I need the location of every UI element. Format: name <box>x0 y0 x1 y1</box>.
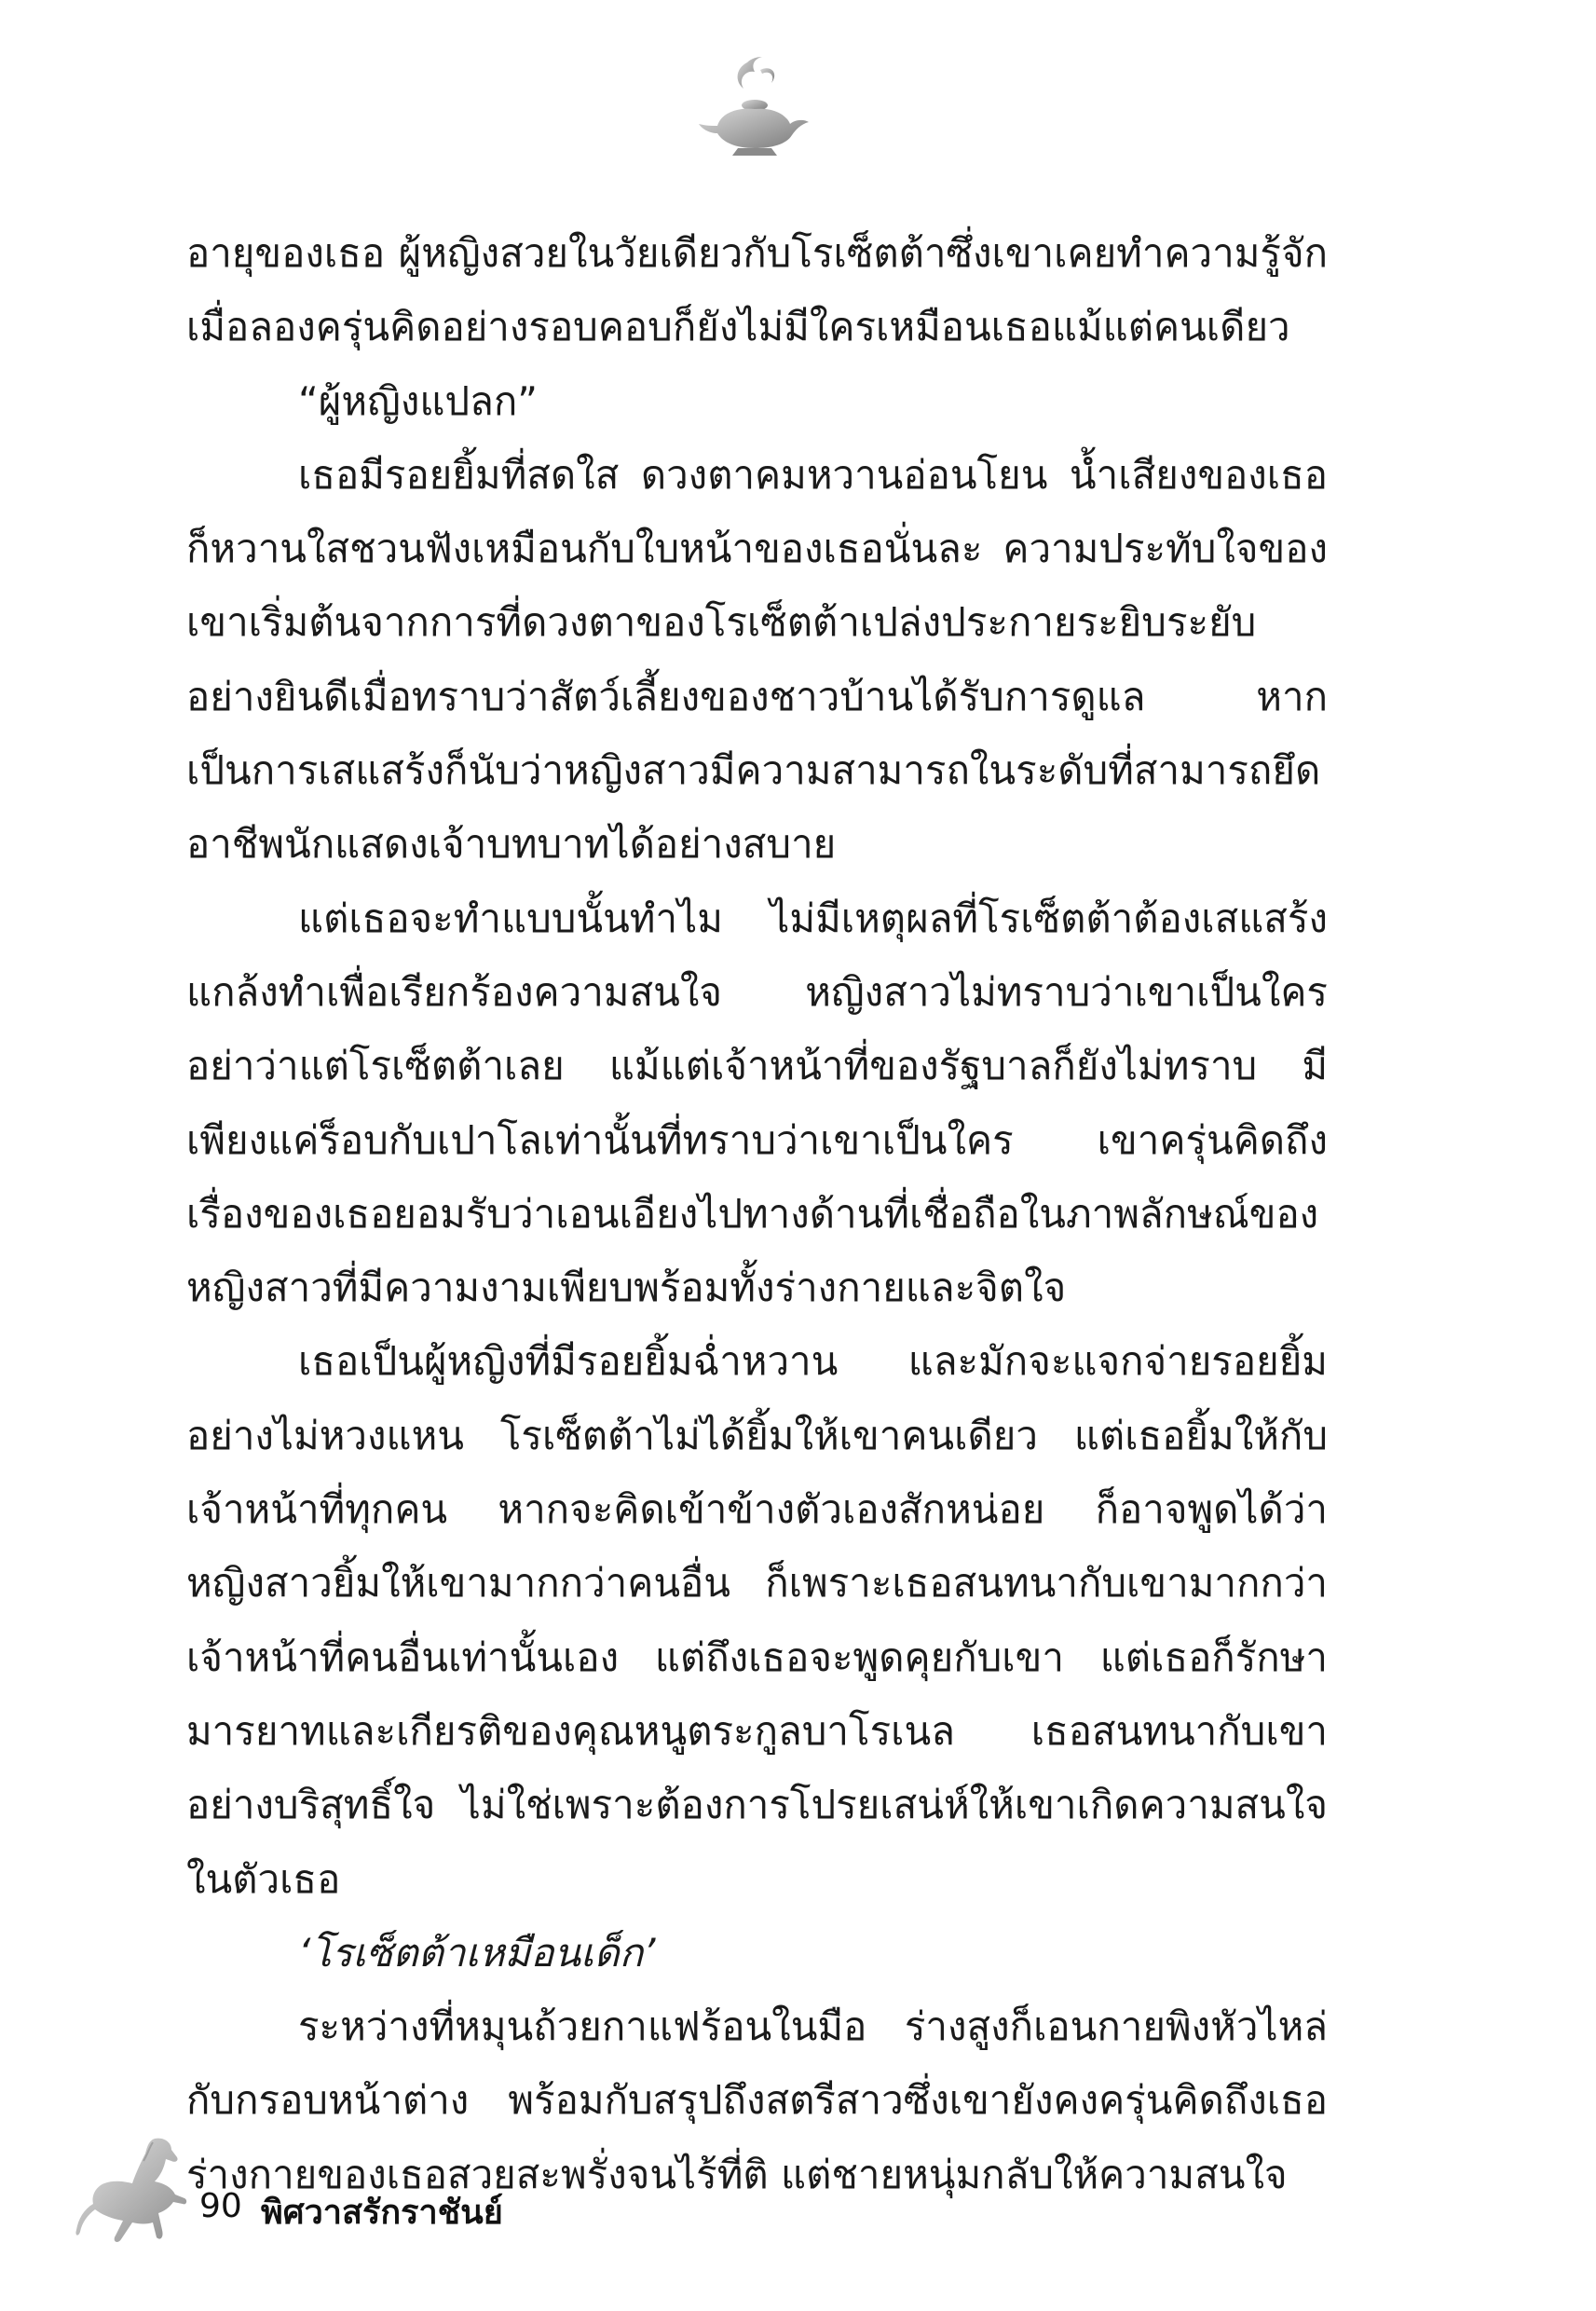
paragraph: เธอมีรอยยิ้มที่สดใส ดวงตาคมหวานอ่อนโยน น้ำเสียงของเธอก็หวานใสชวนฟังเหมือนกับใบหน้าของเธอนั่นละ ความประทับใจของเขาเริ่มต้นจากการที่ดวงตาของโรเซ็ตต้าเปล่งประกายระยิบระยับอย่างยินดีเมื่อทราบว่าสัตว์เลี้ยงของชาวบ้านได้รับการดูแล หากเป็นการเสแสร้งก็นับว่าหญิงสาวมีความสามารถในระดับที่สามารถยึดอาชีพนักแสดงเจ้าบทบาทได้อย่างสบาย <box>186 451 1328 868</box>
page-footer <box>75 2129 727 2260</box>
paragraph: แต่เธอจะทำแบบนั้นทำไม ไม่มีเหตุผลที่โรเซ็ตต้าต้องเสแสร้งแกล้งทำเพื่อเรียกร้องความสนใจ หญิงสาวไม่ทราบว่าเขาเป็นใคร อย่าว่าแต่โรเซ็ตต้าเลย แม้แต่เจ้าหน้าที่ของรัฐบาลก็ยังไม่ทราบ มีเพียงแค่ร็อบกับเปาโลเท่านั้นที่ทราบว่าเขาเป็นใคร เขาครุ่นคิดถึงเรื่องของเธอยอมรับว่าเอนเอียงไปทางด้านที่เชื่อถือในภาพลักษณ์ของหญิงสาวที่มีความงามเพียบพร้อมทั้งร่างกายและจิตใจ <box>186 895 1328 1311</box>
magic-lamp-icon <box>689 51 820 163</box>
book-title: พิศวาสรักราชันย์ <box>261 2194 503 2232</box>
rearing-horse-icon <box>75 2129 205 2260</box>
paragraph: เธอเป็นผู้หญิงที่มีรอยยิ้มฉ่ำหวาน และมักจะแจกจ่ายรอยยิ้มอย่างไม่หวงแหน โรเซ็ตต้าไม่ได้ยิ้มให้เขาคนเดียว แต่เธอยิ้มให้กับเจ้าหน้าที่ทุกคน หากจะคิดเข้าข้างตัวเองสักหน่อย ก็อาจพูดได้ว่าหญิงสาวยิ้มให้เขามากกว่าคนอื่น ก็เพราะเธอสนทนากับเขามากกว่าเจ้าหน้าที่คนอื่นเท่านั้นเอง แต่ถึงเธอจะพูดคุยกับเขา แต่เธอก็รักษามารยาทและเกียรติของคุณหนูตระกูลบาโรเนล เธอสนทนากับเขาอย่างบริสุทธิ์ใจ ไม่ใช่เพราะต้องการโปรยเสน่ห์ให้เขาเกิดความสนใจในตัวเธอ <box>186 1338 1328 1902</box>
page-number: 90 <box>199 2187 242 2225</box>
paragraph: “ผู้หญิงแปลก” <box>298 377 539 424</box>
paragraph: อายุของเธอ ผู้หญิงสวยในวัยเดียวกับโรเซ็ตต้าซึ่งเขาเคยทำความรู้จัก เมื่อลองครุ่นคิดอย่างรอบคอบก็ยังไม่มีใครเหมือนเธอแม้แต่คนเดียว <box>186 230 1328 350</box>
paragraph: ระหว่างที่หมุนถ้วยกาแฟร้อนในมือ ร่างสูงก็เอนกายพิงหัวไหล่กับกรอบหน้าต่าง พร้อมกับสรุปถึงสตรีสาวซึ่งเขายังคงครุ่นคิดถึงเธอร่างกายของเธอสวยสะพรั่งจนไร้ที่ติ แต่ชายหนุ่มกลับให้ความสนใจ <box>186 2003 1328 2197</box>
page-body <box>186 216 1328 2211</box>
paragraph: ‘โรเซ็ตต้าเหมือนเด็ก’ <box>298 1929 656 1976</box>
